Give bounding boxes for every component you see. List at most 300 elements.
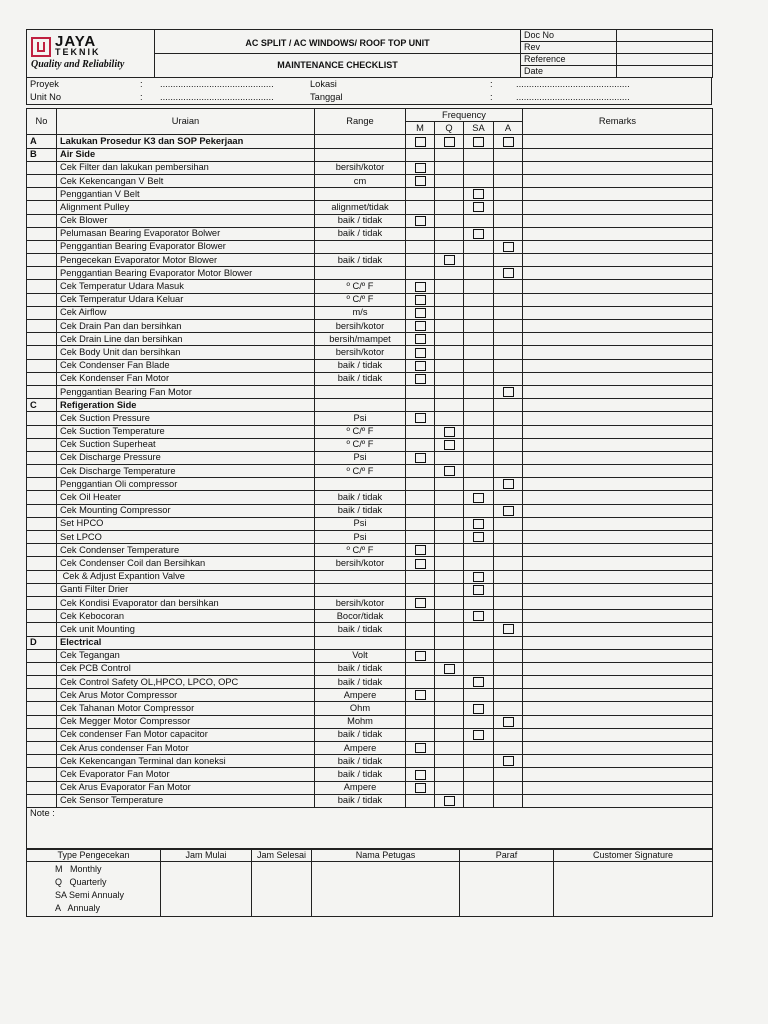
freq-cell-a xyxy=(494,240,523,253)
checklist-row xyxy=(27,689,713,702)
row-uraian: Alignment Pulley xyxy=(57,201,315,214)
checkbox-icon[interactable] xyxy=(415,413,426,423)
row-no xyxy=(27,531,57,544)
checkbox-icon[interactable] xyxy=(415,216,426,226)
checkbox-icon[interactable] xyxy=(444,440,455,450)
row-range: baik / tidak xyxy=(315,254,406,267)
checkbox-icon[interactable] xyxy=(473,229,484,239)
freq-cell-a xyxy=(494,689,523,702)
freq-cell-q xyxy=(435,623,464,636)
freq-cell-sa xyxy=(464,214,494,227)
checkbox-icon[interactable] xyxy=(415,334,426,344)
freq-cell-a xyxy=(494,755,523,768)
checklist-row xyxy=(27,135,713,148)
freq-cell-m xyxy=(406,372,435,385)
checkbox-icon[interactable] xyxy=(415,282,426,292)
checkbox-icon[interactable] xyxy=(473,532,484,542)
checkbox-icon[interactable] xyxy=(415,374,426,384)
row-remarks[interactable] xyxy=(523,544,713,557)
row-remarks[interactable] xyxy=(523,293,713,306)
checkbox-icon[interactable] xyxy=(473,585,484,595)
row-no xyxy=(27,570,57,583)
freq-cell-sa xyxy=(464,544,494,557)
row-remarks[interactable] xyxy=(523,689,713,702)
colon: : xyxy=(140,92,143,102)
row-no xyxy=(27,254,57,267)
checklist-row xyxy=(27,728,713,741)
freq-cell-q xyxy=(435,385,464,398)
freq-cell-a xyxy=(494,201,523,214)
row-remarks[interactable] xyxy=(523,188,713,201)
row-range: baik / tidak xyxy=(315,728,406,741)
row-range: Ampere xyxy=(315,742,406,755)
freq-cell-q xyxy=(435,610,464,623)
row-no xyxy=(27,728,57,741)
freq-cell-sa xyxy=(464,412,494,425)
checklist-row xyxy=(27,610,713,623)
row-no xyxy=(27,596,57,609)
jam-mulai-field[interactable] xyxy=(161,861,252,916)
checkbox-icon[interactable] xyxy=(503,756,514,766)
checkbox-icon[interactable] xyxy=(503,137,514,147)
row-uraian: Cek Kekencangan V Belt xyxy=(57,174,315,187)
freq-cell-a xyxy=(494,715,523,728)
row-no: D xyxy=(27,636,57,649)
row-uraian: Cek Oil Heater xyxy=(57,491,315,504)
doc-no-label: Doc No xyxy=(521,30,617,42)
row-remarks[interactable] xyxy=(523,610,713,623)
row-no xyxy=(27,676,57,689)
checkbox-icon[interactable] xyxy=(473,730,484,740)
doc-no-value[interactable] xyxy=(617,30,713,42)
checklist-row xyxy=(27,636,713,649)
type-legend xyxy=(27,861,161,916)
freq-cell-m xyxy=(406,755,435,768)
row-uraian: Cek PCB Control xyxy=(57,662,315,675)
checkbox-icon[interactable] xyxy=(415,770,426,780)
checkbox-icon[interactable] xyxy=(415,321,426,331)
checklist-row xyxy=(27,333,713,346)
row-range: º C/º F xyxy=(315,293,406,306)
freq-cell-m xyxy=(406,399,435,412)
freq-cell-sa xyxy=(464,465,494,478)
row-uraian: Cek Condenser Coil dan Bersihkan xyxy=(57,557,315,570)
col-sa: SA xyxy=(464,122,494,135)
checkbox-icon[interactable] xyxy=(503,624,514,634)
row-remarks[interactable] xyxy=(523,385,713,398)
row-remarks[interactable] xyxy=(523,676,713,689)
row-remarks[interactable] xyxy=(523,478,713,491)
row-uraian: Cek Body Unit dan bersihkan xyxy=(57,346,315,359)
freq-cell-a xyxy=(494,306,523,319)
nama-petugas-label: Nama Petugas xyxy=(312,849,460,861)
freq-cell-m xyxy=(406,794,435,807)
row-uraian: Pengecekan Evaporator Motor Blower xyxy=(57,254,315,267)
freq-cell-q xyxy=(435,425,464,438)
checkbox-icon[interactable] xyxy=(473,572,484,582)
row-remarks[interactable] xyxy=(523,320,713,333)
lokasi-label: Lokasi xyxy=(310,79,337,89)
freq-cell-a xyxy=(494,531,523,544)
rev-value[interactable] xyxy=(617,42,713,54)
freq-cell-a xyxy=(494,346,523,359)
checkbox-icon[interactable] xyxy=(415,598,426,608)
row-range xyxy=(315,385,406,398)
freq-cell-a xyxy=(494,662,523,675)
date-value[interactable] xyxy=(617,66,713,78)
checkbox-icon[interactable] xyxy=(444,137,455,147)
freq-cell-m xyxy=(406,227,435,240)
row-remarks[interactable] xyxy=(523,794,713,807)
checkbox-icon[interactable] xyxy=(444,427,455,437)
row-remarks[interactable] xyxy=(523,596,713,609)
row-range: baik / tidak xyxy=(315,491,406,504)
checklist-row xyxy=(27,702,713,715)
lokasi-field[interactable]: ............................................ xyxy=(516,79,630,89)
type-pengecekan-label: Type Pengecekan xyxy=(27,849,161,861)
row-range xyxy=(315,636,406,649)
checkbox-icon[interactable] xyxy=(444,664,455,674)
checkbox-icon[interactable] xyxy=(444,255,455,265)
row-remarks[interactable] xyxy=(523,781,713,794)
row-remarks[interactable] xyxy=(523,557,713,570)
row-remarks[interactable] xyxy=(523,425,713,438)
freq-cell-sa xyxy=(464,451,494,464)
freq-cell-a xyxy=(494,702,523,715)
checkbox-icon[interactable] xyxy=(503,479,514,489)
row-no xyxy=(27,465,57,478)
row-remarks[interactable] xyxy=(523,227,713,240)
row-remarks[interactable] xyxy=(523,267,713,280)
row-no xyxy=(27,662,57,675)
freq-cell-a xyxy=(494,214,523,227)
freq-cell-sa xyxy=(464,135,494,148)
freq-cell-a xyxy=(494,557,523,570)
nama-petugas-field[interactable] xyxy=(312,861,460,916)
checklist-row xyxy=(27,201,713,214)
row-no xyxy=(27,438,57,451)
freq-cell-sa xyxy=(464,372,494,385)
freq-cell-a xyxy=(494,372,523,385)
freq-cell-q xyxy=(435,517,464,530)
freq-cell-a xyxy=(494,517,523,530)
freq-cell-m xyxy=(406,293,435,306)
checkbox-icon[interactable] xyxy=(473,202,484,212)
freq-cell-a xyxy=(494,781,523,794)
row-remarks[interactable] xyxy=(523,623,713,636)
freq-cell-sa xyxy=(464,557,494,570)
row-remarks[interactable] xyxy=(523,333,713,346)
freq-cell-q xyxy=(435,161,464,174)
checklist-row xyxy=(27,715,713,728)
checklist-row xyxy=(27,412,713,425)
reference-value[interactable] xyxy=(617,54,713,66)
checklist-row xyxy=(27,649,713,662)
checklist-row xyxy=(27,570,713,583)
checkbox-icon[interactable] xyxy=(444,466,455,476)
freq-cell-a xyxy=(494,636,523,649)
checklist-row xyxy=(27,240,713,253)
row-remarks[interactable] xyxy=(523,768,713,781)
checklist-row xyxy=(27,531,713,544)
row-remarks[interactable] xyxy=(523,465,713,478)
row-range: Bocor/tidak xyxy=(315,610,406,623)
freq-cell-a xyxy=(494,425,523,438)
freq-cell-a xyxy=(494,610,523,623)
row-remarks[interactable] xyxy=(523,346,713,359)
customer-signature-label: Customer Signature xyxy=(554,849,713,861)
row-uraian: Cek Temperatur Udara Masuk xyxy=(57,280,315,293)
row-no xyxy=(27,174,57,187)
freq-cell-a xyxy=(494,280,523,293)
row-uraian: Set HPCO xyxy=(57,517,315,530)
checklist-row xyxy=(27,267,713,280)
freq-cell-m xyxy=(406,412,435,425)
row-remarks[interactable] xyxy=(523,583,713,596)
row-no xyxy=(27,517,57,530)
row-remarks[interactable] xyxy=(523,201,713,214)
freq-cell-m xyxy=(406,280,435,293)
proyek-field[interactable]: ............................................ xyxy=(160,79,274,89)
freq-cell-q xyxy=(435,451,464,464)
row-range: baik / tidak xyxy=(315,755,406,768)
checkbox-icon[interactable] xyxy=(503,268,514,278)
row-remarks[interactable] xyxy=(523,438,713,451)
checkbox-icon[interactable] xyxy=(415,559,426,569)
row-remarks[interactable] xyxy=(523,517,713,530)
row-no xyxy=(27,715,57,728)
row-remarks[interactable] xyxy=(523,715,713,728)
colon: : xyxy=(490,92,493,102)
row-remarks[interactable] xyxy=(523,451,713,464)
colon: : xyxy=(490,79,493,89)
row-remarks[interactable] xyxy=(523,161,713,174)
row-no xyxy=(27,755,57,768)
row-range: º C/º F xyxy=(315,544,406,557)
checkbox-icon[interactable] xyxy=(415,361,426,371)
row-remarks[interactable] xyxy=(523,702,713,715)
company-tagline: Quality and Reliability xyxy=(31,59,125,70)
freq-cell-m xyxy=(406,531,435,544)
note-box[interactable] xyxy=(27,807,713,848)
freq-cell-q xyxy=(435,254,464,267)
row-no xyxy=(27,306,57,319)
col-remarks: Remarks xyxy=(523,109,713,135)
row-no xyxy=(27,214,57,227)
freq-cell-m xyxy=(406,781,435,794)
tanggal-label: Tanggal xyxy=(310,92,343,102)
row-remarks[interactable] xyxy=(523,662,713,675)
checkbox-icon[interactable] xyxy=(473,189,484,199)
checkbox-icon[interactable] xyxy=(473,611,484,621)
checkbox-icon[interactable] xyxy=(503,387,514,397)
checkbox-icon[interactable] xyxy=(415,690,426,700)
row-remarks[interactable] xyxy=(523,570,713,583)
checklist-row xyxy=(27,306,713,319)
freq-cell-q xyxy=(435,135,464,148)
checkbox-icon[interactable] xyxy=(415,453,426,463)
freq-cell-sa xyxy=(464,227,494,240)
freq-cell-m xyxy=(406,306,435,319)
freq-cell-sa xyxy=(464,385,494,398)
checkbox-icon[interactable] xyxy=(415,163,426,173)
row-remarks[interactable] xyxy=(523,214,713,227)
row-remarks[interactable] xyxy=(523,372,713,385)
freq-cell-a xyxy=(494,267,523,280)
row-remarks[interactable] xyxy=(523,174,713,187)
row-remarks[interactable] xyxy=(523,135,713,148)
row-remarks[interactable] xyxy=(523,636,713,649)
row-range: baik / tidak xyxy=(315,359,406,372)
row-range xyxy=(315,135,406,148)
row-range xyxy=(315,478,406,491)
freq-cell-q xyxy=(435,583,464,596)
col-q: Q xyxy=(435,122,464,135)
row-uraian: Cek Evaporator Fan Motor xyxy=(57,768,315,781)
checkbox-icon[interactable] xyxy=(473,137,484,147)
checkbox-icon[interactable] xyxy=(415,308,426,318)
row-remarks[interactable] xyxy=(523,728,713,741)
checkbox-icon[interactable] xyxy=(503,506,514,516)
freq-cell-m xyxy=(406,438,435,451)
freq-cell-q xyxy=(435,306,464,319)
row-remarks[interactable] xyxy=(523,306,713,319)
freq-cell-q xyxy=(435,438,464,451)
col-frequency: Frequency xyxy=(406,109,523,122)
freq-cell-m xyxy=(406,148,435,161)
checkbox-icon[interactable] xyxy=(473,677,484,687)
row-no xyxy=(27,161,57,174)
freq-cell-q xyxy=(435,715,464,728)
freq-cell-m xyxy=(406,346,435,359)
row-range: bersih/kotor xyxy=(315,346,406,359)
row-remarks[interactable] xyxy=(523,359,713,372)
freq-cell-a xyxy=(494,412,523,425)
tanggal-field[interactable]: ............................................ xyxy=(516,92,630,102)
checklist-row xyxy=(27,385,713,398)
row-remarks[interactable] xyxy=(523,531,713,544)
freq-cell-q xyxy=(435,333,464,346)
freq-cell-a xyxy=(494,148,523,161)
checklist-row xyxy=(27,320,713,333)
freq-cell-m xyxy=(406,214,435,227)
row-uraian: Cek Kondenser Fan Motor xyxy=(57,372,315,385)
freq-cell-q xyxy=(435,465,464,478)
row-uraian: Set LPCO xyxy=(57,531,315,544)
row-remarks[interactable] xyxy=(523,148,713,161)
checkbox-icon[interactable] xyxy=(473,704,484,714)
row-no xyxy=(27,544,57,557)
row-range: Psi xyxy=(315,412,406,425)
paraf-field[interactable] xyxy=(460,861,554,916)
freq-cell-q xyxy=(435,531,464,544)
row-remarks[interactable] xyxy=(523,399,713,412)
checkbox-icon[interactable] xyxy=(503,717,514,727)
checkbox-icon[interactable] xyxy=(503,242,514,252)
checklist-row xyxy=(27,280,713,293)
row-no xyxy=(27,702,57,715)
row-range: Psi xyxy=(315,531,406,544)
freq-cell-a xyxy=(494,676,523,689)
checklist-row xyxy=(27,544,713,557)
checkbox-icon[interactable] xyxy=(473,493,484,503)
freq-cell-m xyxy=(406,478,435,491)
freq-cell-sa xyxy=(464,570,494,583)
row-uraian: Cek Suction Superheat xyxy=(57,438,315,451)
row-uraian: Penggantian Oli compressor xyxy=(57,478,315,491)
freq-cell-q xyxy=(435,201,464,214)
row-no xyxy=(27,742,57,755)
row-remarks[interactable] xyxy=(523,649,713,662)
freq-cell-q xyxy=(435,293,464,306)
checkbox-icon[interactable] xyxy=(415,545,426,555)
freq-cell-a xyxy=(494,135,523,148)
row-remarks[interactable] xyxy=(523,280,713,293)
checkbox-icon[interactable] xyxy=(473,519,484,529)
freq-cell-a xyxy=(494,438,523,451)
customer-signature-field[interactable] xyxy=(554,861,713,916)
freq-cell-sa xyxy=(464,531,494,544)
row-remarks[interactable] xyxy=(523,254,713,267)
row-uraian: Cek condenser Fan Motor capacitor xyxy=(57,728,315,741)
checkbox-icon[interactable] xyxy=(415,348,426,358)
row-range: º C/º F xyxy=(315,425,406,438)
row-uraian: Cek Condenser Temperature xyxy=(57,544,315,557)
checkbox-icon[interactable] xyxy=(415,137,426,147)
row-remarks[interactable] xyxy=(523,755,713,768)
checkbox-icon[interactable] xyxy=(415,176,426,186)
row-uraian: Lakukan Prosedur K3 dan SOP Pekerjaan xyxy=(57,135,315,148)
freq-cell-sa xyxy=(464,649,494,662)
row-remarks[interactable] xyxy=(523,504,713,517)
checkbox-icon[interactable] xyxy=(415,743,426,753)
checkbox-icon[interactable] xyxy=(444,796,455,806)
row-remarks[interactable] xyxy=(523,240,713,253)
row-remarks[interactable] xyxy=(523,412,713,425)
row-no xyxy=(27,280,57,293)
company-logo xyxy=(27,30,155,78)
freq-cell-sa xyxy=(464,676,494,689)
freq-cell-q xyxy=(435,649,464,662)
paraf-label: Paraf xyxy=(460,849,554,861)
row-uraian: Cek Condenser Fan Blade xyxy=(57,359,315,372)
row-range: bersih/kotor xyxy=(315,596,406,609)
checkbox-icon[interactable] xyxy=(415,783,426,793)
checklist-row xyxy=(27,517,713,530)
row-remarks[interactable] xyxy=(523,742,713,755)
unit-no-field[interactable]: ............................................ xyxy=(160,92,274,102)
row-remarks[interactable] xyxy=(523,491,713,504)
freq-cell-m xyxy=(406,596,435,609)
row-range: º C/º F xyxy=(315,465,406,478)
freq-cell-a xyxy=(494,385,523,398)
colon: : xyxy=(140,79,143,89)
checklist-row xyxy=(27,372,713,385)
row-no xyxy=(27,346,57,359)
reference-label: Reference xyxy=(521,54,617,66)
freq-cell-a xyxy=(494,333,523,346)
row-uraian: Electrical xyxy=(57,636,315,649)
freq-cell-sa xyxy=(464,715,494,728)
row-uraian: Cek Mounting Compressor xyxy=(57,504,315,517)
freq-cell-a xyxy=(494,504,523,517)
jam-selesai-field[interactable] xyxy=(252,861,312,916)
row-uraian: Cek unit Mounting xyxy=(57,623,315,636)
checkbox-icon[interactable] xyxy=(415,651,426,661)
freq-cell-sa xyxy=(464,267,494,280)
checkbox-icon[interactable] xyxy=(415,295,426,305)
type-monthly: M Monthly xyxy=(55,863,102,874)
